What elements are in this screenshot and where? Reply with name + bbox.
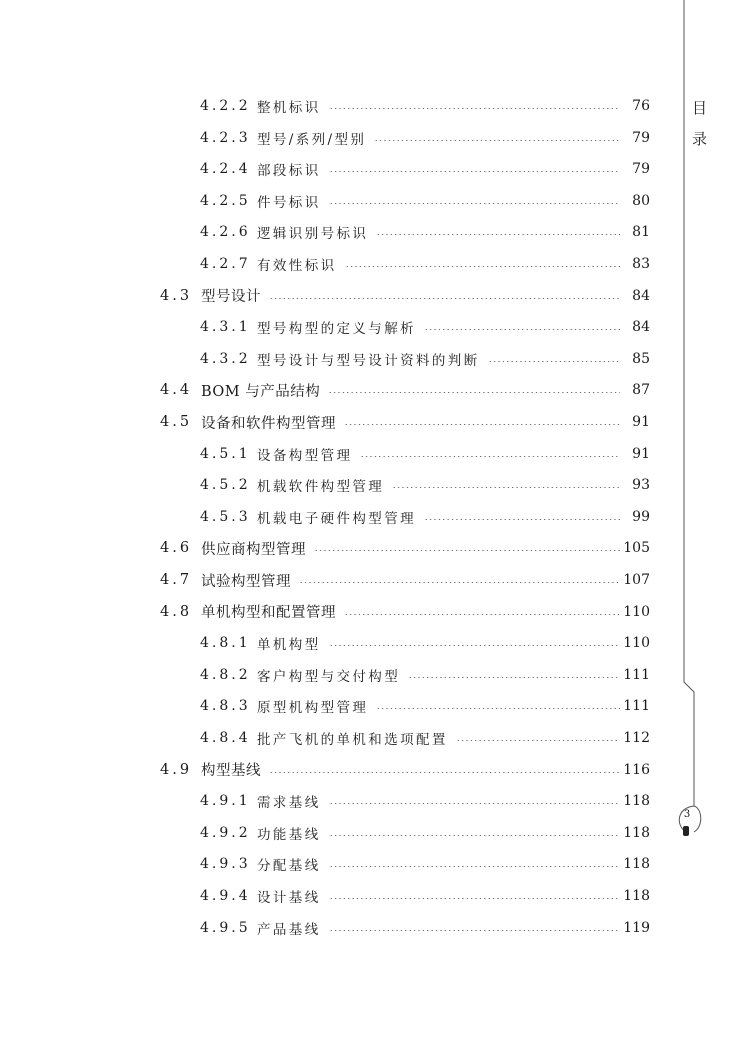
toc-dot-leader	[376, 708, 620, 709]
toc-dot-leader	[488, 361, 620, 362]
toc-entry-page: 118	[623, 824, 650, 841]
toc-entry-page: 111	[623, 666, 650, 683]
toc-dot-leader	[329, 203, 620, 204]
toc-dot-leader	[329, 898, 620, 899]
toc-dot-leader	[344, 424, 620, 425]
toc-entry-page: 107	[623, 572, 650, 588]
toc-entry-title: 供应商构型管理	[201, 541, 306, 558]
toc-entry-title: 产品基线	[257, 921, 321, 938]
toc-entry[interactable]	[0, 284, 660, 308]
toc-entry-number: 4.9.2	[200, 824, 251, 841]
toc-entry-number: 4.2.6	[200, 224, 251, 241]
toc-entry[interactable]	[0, 631, 660, 655]
toc-entry-number: 4.5.2	[200, 477, 251, 494]
toc-entry-number: 4.6	[160, 540, 193, 557]
toc-dot-leader	[269, 772, 620, 773]
toc-entry[interactable]	[0, 94, 660, 118]
toc-entry-page: 119	[623, 919, 650, 936]
toc-dot-leader	[329, 645, 620, 646]
side-tab-char-1: 目	[692, 99, 708, 117]
toc-dot-leader	[314, 550, 620, 551]
toc-entry-page: 79	[632, 161, 650, 178]
toc-entry-title: 机载软件构型管理	[257, 479, 385, 496]
toc-entry[interactable]	[0, 789, 660, 813]
toc-entry-page: 83	[632, 256, 650, 272]
toc-entry-title: 原型机构型管理	[257, 700, 369, 717]
toc-entry-title: 客户构型与交付构型	[257, 668, 401, 685]
toc-entry[interactable]	[0, 536, 660, 560]
toc-entry[interactable]	[0, 852, 660, 876]
toc-entry[interactable]	[0, 694, 660, 718]
toc-entry-number: 4.2.5	[200, 192, 251, 209]
toc-entry-title: 构型基线	[201, 763, 261, 780]
toc-dot-leader	[344, 614, 620, 615]
toc-entry-number: 4.9.4	[200, 888, 251, 904]
toc-dot-leader	[424, 329, 620, 330]
toc-entry-page: 84	[632, 287, 650, 304]
toc-entry-page: 99	[632, 508, 650, 525]
toc-entry[interactable]	[0, 473, 660, 497]
toc-entry[interactable]	[0, 189, 660, 213]
toc-entry-number: 4.5.3	[200, 508, 251, 525]
toc-entry-number: 4.9.5	[200, 919, 251, 936]
toc-entry-number: 4.3.1	[200, 319, 251, 336]
toc-dot-leader	[269, 298, 620, 299]
toc-entry[interactable]	[0, 600, 660, 624]
toc-entry-title: 单机构型和配置管理	[201, 605, 336, 622]
page-number: 3	[683, 809, 691, 820]
toc-dot-leader	[329, 835, 620, 836]
toc-dot-leader	[329, 803, 620, 804]
toc-entry-page: 93	[632, 477, 650, 494]
toc-entry-title: 试验构型管理	[201, 573, 291, 590]
toc-entry-title: BOM 与产品结构	[201, 383, 321, 400]
toc-dot-leader	[329, 108, 620, 109]
toc-entry[interactable]	[0, 663, 660, 687]
toc-entry-title: 件号标识	[257, 194, 321, 211]
toc-entry[interactable]	[0, 347, 660, 371]
toc-entry[interactable]	[0, 157, 660, 181]
toc-entry-number: 4.9.3	[200, 856, 251, 873]
toc-entry-page: 81	[632, 224, 650, 241]
toc-entry[interactable]	[0, 726, 660, 750]
toc-entry-title: 设计基线	[257, 890, 321, 906]
toc-entry-number: 4.4	[160, 382, 193, 399]
toc-entry-page: 87	[632, 382, 650, 399]
toc-dot-leader	[376, 234, 620, 235]
toc-entry[interactable]	[0, 410, 660, 434]
toc-entry-title: 设备和软件构型管理	[201, 415, 336, 432]
toc-entry-title: 型号设计与型号设计资料的判断	[257, 352, 480, 369]
toc-entry-title: 逻辑识别号标识	[257, 226, 369, 243]
toc-dot-leader	[299, 582, 620, 583]
toc-entry-number: 4.8.3	[200, 698, 251, 715]
toc-entry-number: 4.2.4	[200, 161, 251, 178]
toc-entry-page: 110	[623, 603, 650, 620]
toc-entry-title: 单机构型	[257, 637, 321, 654]
toc-entry-title: 整机标识	[257, 100, 321, 116]
toc-entry-page: 118	[623, 856, 650, 873]
toc-entry-number: 4.8.1	[200, 635, 251, 652]
toc-entry-number: 4.2.3	[200, 129, 251, 146]
toc-dot-leader	[456, 740, 620, 741]
toc-entry-title: 型号/系列/型别	[257, 131, 367, 148]
toc-entry-title: 分配基线	[257, 858, 321, 875]
toc-entry[interactable]	[0, 220, 660, 244]
toc-entry[interactable]	[0, 505, 660, 529]
toc-entry-title: 功能基线	[257, 826, 321, 843]
toc-entry-page: 84	[632, 319, 650, 336]
toc-entry[interactable]	[0, 315, 660, 339]
toc-dot-leader	[374, 140, 620, 141]
toc-dot-leader	[408, 677, 620, 678]
toc-entry-page: 105	[623, 540, 650, 557]
toc-entry[interactable]	[0, 126, 660, 150]
toc-entry-title: 型号设计	[201, 289, 261, 306]
toc-entry-page: 85	[632, 350, 650, 367]
toc-entry[interactable]	[0, 916, 660, 940]
toc-entry-number: 4.3.2	[200, 350, 251, 367]
toc-entry[interactable]	[0, 758, 660, 782]
toc-entry-title: 需求基线	[257, 795, 321, 812]
toc-entry[interactable]	[0, 821, 660, 845]
toc-entry[interactable]	[0, 252, 660, 276]
toc-entry-title: 型号构型的定义与解析	[257, 321, 416, 338]
toc-entry-number: 4.2.7	[200, 256, 251, 272]
toc-entry-number: 4.3	[160, 287, 193, 304]
toc-entry-title: 机载电子硬件构型管理	[257, 510, 416, 527]
toc-entry-number: 4.5.1	[200, 445, 251, 462]
toc-entry-page: 110	[623, 635, 650, 652]
toc-entry-title: 部段标识	[257, 163, 321, 180]
toc-entry[interactable]	[0, 442, 660, 466]
toc-entry-title: 批产飞机的单机和选项配置	[257, 732, 448, 748]
toc-entry-number: 4.7	[160, 572, 193, 588]
toc-entry-page: 116	[623, 761, 650, 778]
toc-entry[interactable]	[0, 568, 660, 592]
toc-entry[interactable]	[0, 378, 660, 402]
toc-dot-leader	[345, 266, 620, 267]
toc-entry-number: 4.8	[160, 603, 193, 620]
toc-entry-page: 80	[632, 192, 650, 209]
side-tab-char-2: 录	[692, 130, 708, 148]
toc-dot-leader	[424, 519, 620, 520]
toc-entry-page: 118	[623, 793, 650, 810]
toc-dot-leader	[329, 930, 620, 931]
toc-entry-page: 118	[623, 888, 650, 904]
toc-entry-page: 91	[632, 414, 650, 430]
toc-entry-title: 设备构型管理	[257, 447, 353, 464]
toc-entry-number: 4.2.2	[200, 98, 251, 114]
toc-entry-page: 112	[623, 730, 650, 746]
toc-entry-page: 111	[623, 698, 650, 715]
toc-dot-leader	[360, 456, 620, 457]
toc-dot-leader	[392, 487, 620, 488]
toc-dot-leader	[329, 866, 620, 867]
toc-entry-number: 4.9.1	[200, 793, 251, 810]
toc-entry-number: 4.8.4	[200, 730, 251, 746]
toc-entry[interactable]	[0, 884, 660, 908]
toc-entry-title: 有效性标识	[257, 258, 337, 274]
toc-entry-page: 79	[632, 129, 650, 146]
toc-entry-number: 4.5	[160, 414, 193, 430]
toc-entry-page: 91	[632, 445, 650, 462]
toc-dot-leader	[329, 171, 620, 172]
toc-dot-leader	[328, 392, 620, 393]
toc-entry-number: 4.8.2	[200, 666, 251, 683]
toc-entry-page: 76	[632, 98, 650, 114]
toc-entry-number: 4.9	[160, 761, 193, 778]
